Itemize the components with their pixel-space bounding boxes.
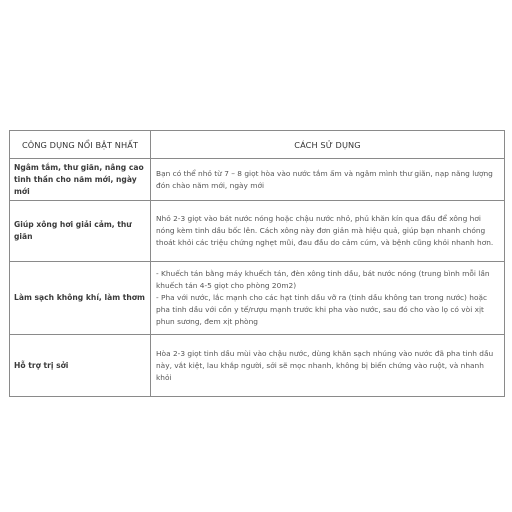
how-text: Nhỏ 2-3 giọt vào bát nước nóng hoặc chậu nước nhỏ, phủ khăn kín qua đầu để xông hơi nóng kèm tinh dầu bốc lên. Cách xông này đơn giản mà hiệu quả, giúp bạn nhanh chóng thoát khỏi các triệu chứng nghẹt mũi, đau đầu do cảm cúm, và bệnh cũng khỏi nhanh hơn. (156, 214, 494, 247)
how-cell (151, 201, 505, 262)
table-row (10, 159, 505, 201)
how-text: - Pha với nước, lắc mạnh cho các hạt tinh dầu vỡ ra (tinh dầu không tan trong nước) hoặc pha tinh dầu với cồn y tế/rượu mạnh trước khi pha vào nước, sau đó cho vào lọ có vòi xịt phun sương, đem xịt phòng (156, 293, 488, 326)
usage-table (9, 130, 505, 397)
table-row (10, 201, 505, 262)
table-row (10, 335, 505, 397)
how-cell (151, 335, 505, 397)
table-header-row (10, 131, 505, 159)
how-text: - Khuếch tán bằng máy khuếch tán, đèn xông tinh dầu, bát nước nóng (trung bình mỗi lần khuếch tán 4-5 giọt cho phòng 20m2) (156, 269, 490, 290)
use-cell: Làm sạch không khí, làm thơm (10, 262, 151, 335)
use-cell: Ngâm tắm, thư giãn, nâng cao tinh thần cho năm mới, ngày mới (10, 159, 151, 201)
use-cell: Giúp xông hơi giải cảm, thư giãn (10, 201, 151, 262)
use-cell: Hỗ trợ trị sởi (10, 335, 151, 397)
how-cell (151, 262, 505, 335)
table-row (10, 262, 505, 335)
how-text: Hòa 2-3 giọt tinh dầu mùi vào chậu nước, dùng khăn sạch nhúng vào nước đã pha tinh dầu này, vắt kiệt, lau khắp người, sởi sẽ mọc nhanh, không bị biến chứng vào ruột, và nhanh khỏi (156, 348, 494, 382)
header-how: CÁCH SỬ DỤNG (151, 131, 505, 159)
how-text: Bạn có thể nhỏ từ 7 – 8 giọt hòa vào nước tắm ấm và ngâm mình thư giãn, nạp năng lượng đón chào năm mới, ngày mới (156, 168, 493, 190)
how-cell (151, 159, 505, 201)
header-use: CÔNG DỤNG NỔI BẬT NHẤT (10, 131, 151, 159)
